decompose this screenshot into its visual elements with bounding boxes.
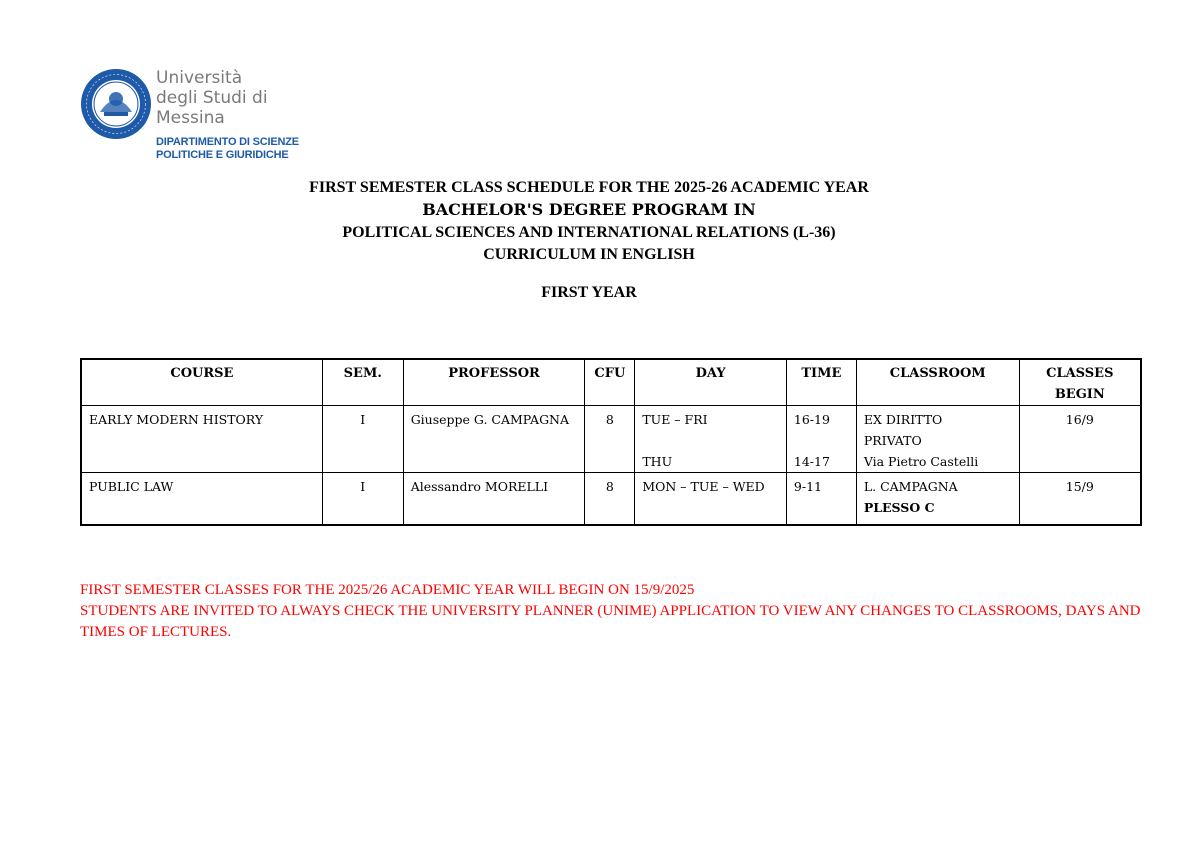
cell-classroom	[856, 406, 1019, 473]
department-name-line-2: POLITICHE E GIURIDICHE	[156, 149, 289, 161]
cell-time-line-1: 16-19	[793, 412, 830, 427]
cell-classroom-line-1: EX DIRITTO	[863, 412, 943, 427]
cell-day-line-2: THU	[642, 454, 673, 469]
cell-cfu: 8	[585, 406, 635, 473]
department-name	[156, 136, 299, 162]
table-header-row	[81, 359, 1141, 406]
cell-day: MON – TUE – WED	[635, 473, 787, 526]
university-name	[156, 68, 268, 128]
header-professor: PROFESSOR	[403, 359, 585, 406]
cell-sem: I	[322, 473, 403, 526]
table-row	[81, 473, 1141, 526]
cell-cfu: 8	[585, 473, 635, 526]
cell-time-line-2: 14-17	[793, 454, 830, 469]
cell-course: PUBLIC LAW	[81, 473, 322, 526]
header-classes-begin-line-1: CLASSES	[1046, 366, 1114, 381]
cell-classroom-line-2: PRIVATO	[863, 433, 922, 448]
schedule-table	[80, 358, 1142, 526]
year-title: FIRST YEAR	[541, 284, 637, 301]
notice-check-planner: STUDENTS ARE INVITED TO ALWAYS CHECK THE UNIVERSITY PLANNER (UNIME) APPLICATION TO VIEW ANY CHANGES TO CLASSROOMS, DAYS AND TIMES OF LECTURES.	[80, 603, 1141, 640]
header-classes-begin	[1019, 359, 1141, 406]
document-header	[0, 178, 1178, 303]
header-classroom: CLASSROOM	[856, 359, 1019, 406]
cell-classroom	[856, 473, 1019, 526]
cell-course: EARLY MODERN HISTORY	[81, 406, 322, 473]
notice-start-date: FIRST SEMESTER CLASSES FOR THE 2025/26 ACADEMIC YEAR WILL BEGIN ON 15/9/2025	[80, 582, 695, 598]
university-logo	[80, 66, 310, 166]
schedule-title: FIRST SEMESTER CLASS SCHEDULE FOR THE 2025-26 ACADEMIC YEAR	[309, 179, 869, 196]
cell-classroom-line-1: L. CAMPAGNA	[863, 479, 958, 494]
header-time: TIME	[786, 359, 856, 406]
university-name-line-2: degli Studi di	[156, 88, 268, 108]
cell-classes-begin: 15/9	[1019, 473, 1141, 526]
university-name-line-3: Messina	[156, 108, 225, 128]
cell-time: 9-11	[786, 473, 856, 526]
university-seal-icon	[80, 68, 152, 140]
cell-sem: I	[322, 406, 403, 473]
header-day: DAY	[635, 359, 787, 406]
table-row	[81, 406, 1141, 473]
curriculum-title: CURRICULUM IN ENGLISH	[483, 246, 695, 263]
header-classes-begin-line-2: BEGIN	[1054, 387, 1105, 402]
university-name-line-1: Università	[156, 68, 243, 88]
header-sem: SEM.	[322, 359, 403, 406]
cell-classes-begin: 16/9	[1019, 406, 1141, 473]
cell-professor: Alessandro MORELLI	[403, 473, 585, 526]
cell-day-spacer	[642, 430, 779, 451]
cell-classroom-line-2: PLESSO C	[863, 500, 935, 515]
header-course: COURSE	[81, 359, 322, 406]
cell-professor: Giuseppe G. CAMPAGNA	[403, 406, 585, 473]
cell-time-spacer	[794, 430, 849, 451]
cell-day	[635, 406, 787, 473]
department-name-line-1: DIPARTIMENTO DI SCIENZE	[156, 136, 299, 148]
cell-day-line-1: TUE – FRI	[642, 412, 708, 427]
header-cfu: CFU	[585, 359, 635, 406]
program-name: POLITICAL SCIENCES AND INTERNATIONAL RELATIONS (L-36)	[342, 224, 836, 241]
notice-text	[80, 580, 1160, 643]
degree-program-title: BACHELOR'S DEGREE PROGRAM IN	[422, 200, 756, 219]
cell-time	[786, 406, 856, 473]
cell-classroom-line-3: Via Pietro Castelli	[863, 454, 979, 469]
